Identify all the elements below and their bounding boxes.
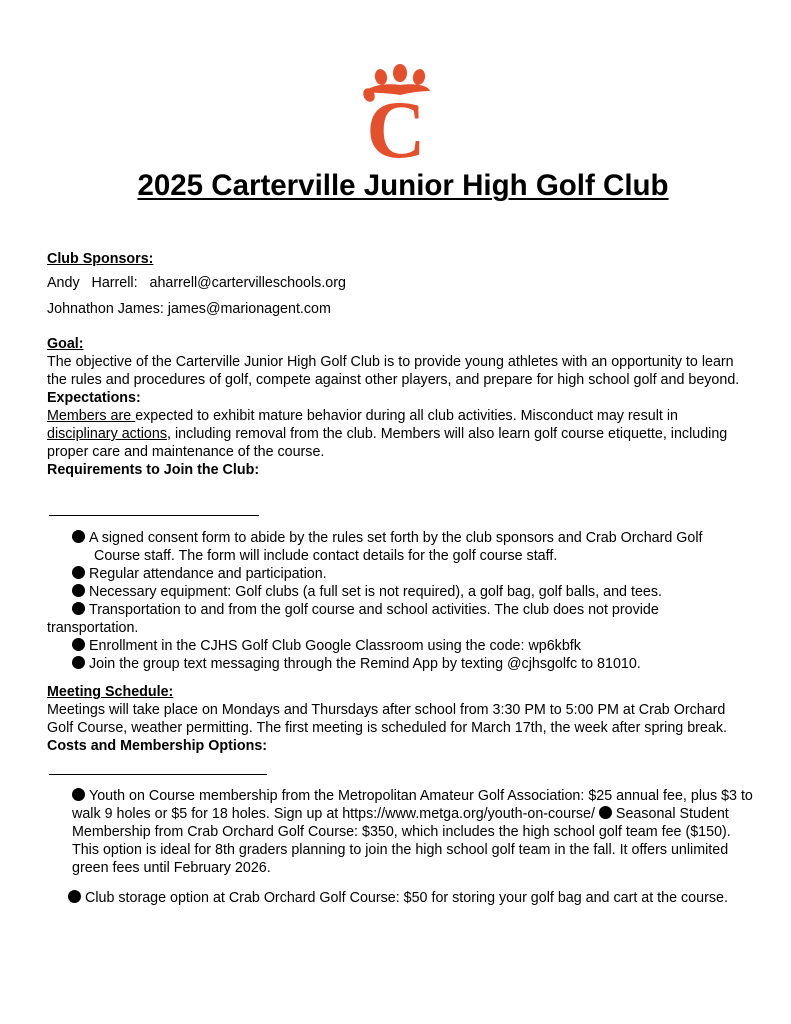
bullet-icon	[72, 566, 85, 579]
costs-heading: Costs and Membership Options:	[47, 738, 268, 754]
bullet-icon	[72, 602, 85, 615]
expectations-line	[47, 425, 727, 443]
bullet-icon	[72, 638, 85, 651]
expectations-heading: Expectations:	[47, 390, 141, 406]
expectations-line: proper care and maintenance of the course.	[47, 444, 325, 460]
expectations-underlined-text: disciplinary actions	[47, 426, 167, 442]
sponsor-line: Johnathon James: james@marionagent.com	[47, 301, 331, 317]
expectations-underlined-text: Members are	[47, 408, 136, 424]
sponsors-heading: Club Sponsors:	[47, 251, 154, 267]
section-divider	[49, 515, 259, 516]
list-item-continuation: Course staff. The form will include contact details for the golf course staff.	[94, 548, 558, 564]
paw-print-c-logo-icon	[358, 55, 434, 163]
list-item-continuation: Membership from Crab Orchard Golf Course: $350, which includes the high school golf team fee ($150).	[72, 824, 731, 840]
meetings-line: Meetings will take place on Mondays and Thursdays after school from 3:30 PM to 5:00 PM at Crab Orchard	[47, 702, 726, 718]
list-item-continuation: walk 9 holes or $5 for 18 holes. Sign up at https://www.metga.org/youth-on-course/ Seasonal Student	[72, 806, 729, 822]
bullet-icon	[72, 788, 85, 801]
expectations-text: , including removal from the club. Members will also learn golf course etiquette, including	[167, 426, 728, 442]
bullet-icon	[72, 584, 85, 597]
list-item-continuation: green fees until February 2026.	[72, 860, 271, 876]
sponsor-line: Andy Harrell: aharrell@cartervilleschools.org	[47, 275, 346, 291]
meetings-heading: Meeting Schedule:	[47, 684, 174, 700]
requirements-heading: Requirements to Join the Club:	[47, 462, 260, 478]
bullet-icon	[72, 530, 85, 543]
expectations-text: expected to exhibit mature behavior during all club activities. Misconduct may result in	[135, 408, 678, 424]
bullet-icon	[599, 806, 612, 819]
list-item: Club storage option at Crab Orchard Golf Course: $50 for storing your golf bag and cart at the course.	[68, 889, 728, 907]
list-item: Join the group text messaging through the Remind App by texting @cjhsgolfc to 81010.	[72, 655, 641, 673]
meetings-line: Golf Course, weather permitting. The first meeting is scheduled for March 17th, the week after spring break.	[47, 720, 727, 736]
bullet-icon	[68, 890, 81, 903]
goal-line: the rules and procedures of golf, compete against other players, and prepare for high school golf and beyond.	[47, 372, 740, 388]
goal-line: The objective of the Carterville Junior High Golf Club is to provide young athletes with an opportunity to learn	[47, 354, 734, 370]
list-item-continuation: This option is ideal for 8th graders planning to join the high school golf team in the fall. It offers unlimited	[72, 842, 729, 858]
list-item: Transportation to and from the golf course and school activities. The club does not provide	[72, 601, 659, 619]
bullet-icon	[72, 656, 85, 669]
goal-heading: Goal:	[47, 336, 84, 352]
section-divider	[49, 774, 267, 775]
page-title: 2025 Carterville Junior High Golf Club	[137, 169, 669, 202]
list-item-continuation: transportation.	[47, 620, 139, 636]
logo-letter: C	[366, 84, 426, 163]
list-item: Necessary equipment: Golf clubs (a full set is not required), a golf bag, golf balls, and tees.	[72, 583, 662, 601]
list-item: Youth on Course membership from the Metropolitan Amateur Golf Association: $25 annual fee, plus $3 to	[72, 787, 753, 805]
list-item: Regular attendance and participation.	[72, 565, 327, 583]
list-item: A signed consent form to abide by the rules set forth by the club sponsors and Crab Orchard Golf	[72, 529, 703, 547]
expectations-line	[47, 407, 678, 425]
list-item: Enrollment in the CJHS Golf Club Google Classroom using the code: wp6kbfk	[72, 637, 581, 655]
